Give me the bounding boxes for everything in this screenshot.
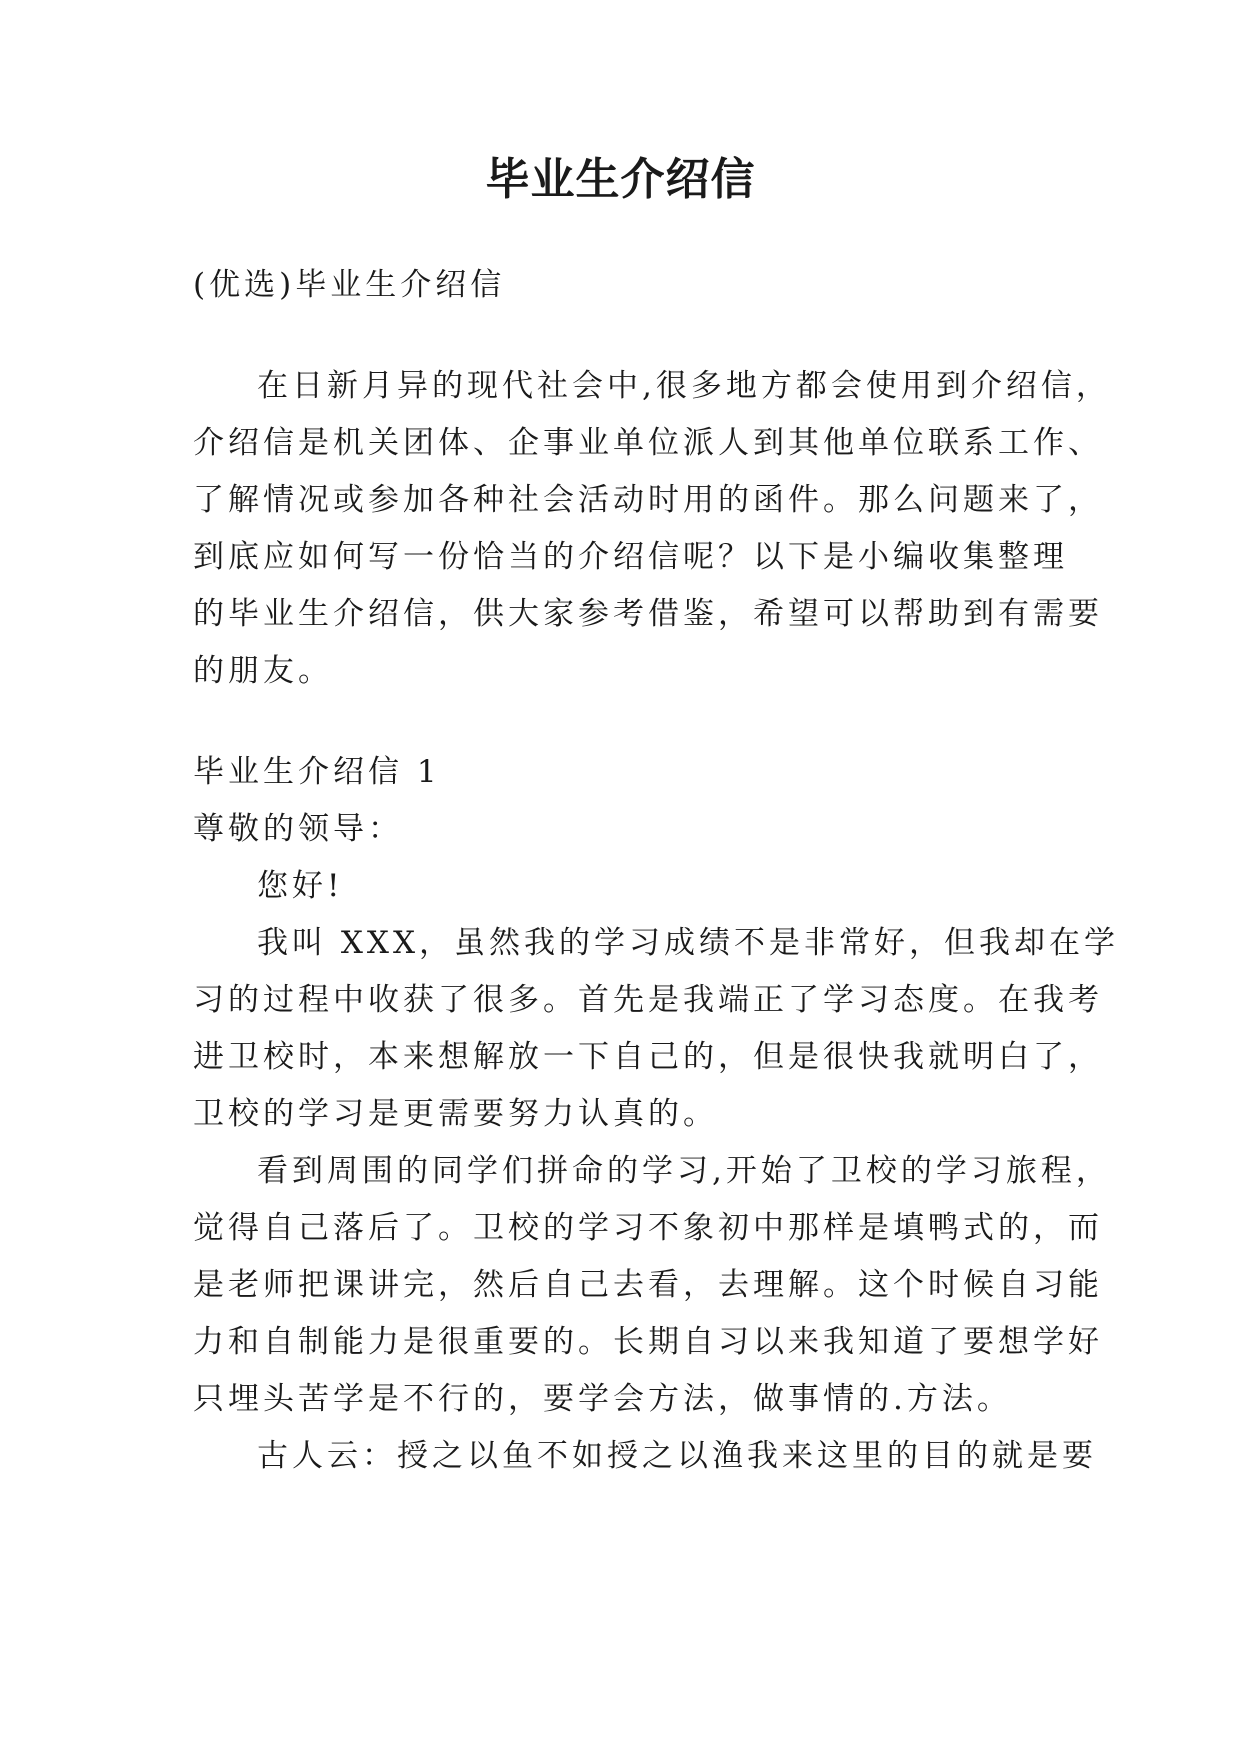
paragraph-line: 力和自制能力是很重要的。长期自习以来我知道了要想学好 xyxy=(193,1324,1103,1360)
document-title: 毕业生介绍信 xyxy=(485,154,756,205)
paragraph-line: 进卫校时，本来想解放一下自己的，但是很快我就明白了， xyxy=(193,1039,1103,1075)
paragraph-line: 习的过程中收获了很多。首先是我端正了学习态度。在我考 xyxy=(193,982,1103,1018)
intro-line: 在日新月异的现代社会中,很多地方都会使用到介绍信， xyxy=(257,368,1111,404)
paragraph-line: 只埋头苦学是不行的，要学会方法，做事情的.方法。 xyxy=(193,1381,1012,1417)
intro-line: 到底应如何写一份恰当的介绍信呢？以下是小编收集整理 xyxy=(193,539,1068,575)
intro-line: 介绍信是机关团体、企事业单位派人到其他单位联系工作、 xyxy=(193,425,1103,461)
document-subtitle: (优选)毕业生介绍信 xyxy=(193,267,506,303)
paragraph-line: 是老师把课讲完，然后自己去看，去理解。这个时候自习能 xyxy=(193,1267,1103,1303)
intro-line: 了解情况或参加各种社会活动时用的函件。那么问题来了， xyxy=(193,482,1103,518)
letter-heading: 毕业生介绍信 1 xyxy=(193,754,441,790)
intro-line: 的朋友。 xyxy=(193,653,333,689)
paragraph-line: 卫校的学习是更需要努力认真的。 xyxy=(193,1096,718,1132)
letter-salutation: 尊敬的领导： xyxy=(193,811,403,847)
paragraph-line: 看到周围的同学们拼命的学习,开始了卫校的学习旅程， xyxy=(257,1153,1111,1189)
paragraph-line: 古人云：授之以鱼不如授之以渔我来这里的目的就是要 xyxy=(257,1438,1097,1474)
letter-greeting: 您好! xyxy=(257,868,344,904)
paragraph-line: 我叫 XXX，虽然我的学习成绩不是非常好，但我却在学 xyxy=(257,925,1120,961)
paragraph-line: 觉得自己落后了。卫校的学习不象初中那样是填鸭式的，而 xyxy=(193,1210,1103,1246)
intro-line: 的毕业生介绍信，供大家参考借鉴，希望可以帮助到有需要 xyxy=(193,596,1103,632)
